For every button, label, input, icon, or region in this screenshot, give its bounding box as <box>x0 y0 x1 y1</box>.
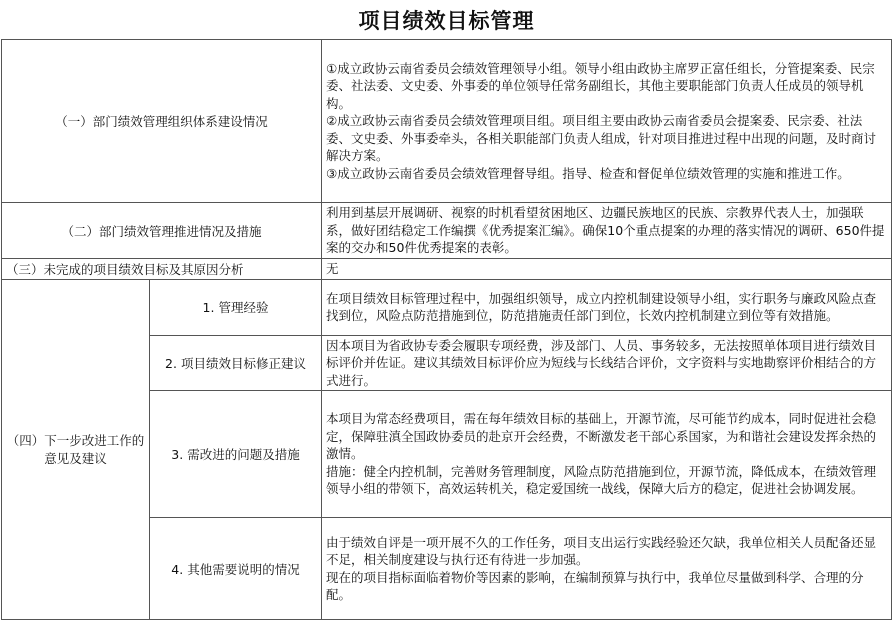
content-paragraph: 现在的项目指标面临着物价等因素的影响，在编制预算与执行中，我单位尽量做到科学、合理的分配。 <box>326 569 864 602</box>
table-row <box>2 279 892 335</box>
row-label: （三）未完成的项目绩效目标及其原因分析 <box>2 259 322 280</box>
content-paragraph: ③成立政协云南省委员会绩效管理督导组。指导、检查和督促单位绩效管理的实施和推进工作。 <box>326 165 850 181</box>
page-title: 项目绩效目标管理 <box>358 7 535 33</box>
item-label: 2. 项目绩效目标修正建议 <box>150 335 322 391</box>
item-label: 4. 其他需要说明的情况 <box>150 518 322 620</box>
row-content <box>322 259 892 280</box>
row-content <box>322 203 892 259</box>
item-label: 3. 需改进的问题及措施 <box>150 391 322 518</box>
content-paragraph: ①成立政协云南省委员会绩效管理领导小组。领导小组由政协主席罗正富任组长，分管提案委、民宗委、社法委、文史委、外事委的单位领导任常务副组长，其他主要职能部门负责人任成员的领导机构。 <box>326 60 875 111</box>
item-content <box>322 335 892 391</box>
performance-table <box>1 39 892 620</box>
content-paragraph: ②成立政协云南省委员会绩效管理项目组。项目组主要由政协云南省委员会提案委、民宗委、社法委、文史委、外事委牵头，各相关职能部门负责人组成，针对项目推进过程中出现的问题，及时商讨解决方案。 <box>326 113 877 164</box>
item-content <box>322 279 892 335</box>
row-content <box>322 40 892 203</box>
content-paragraph: 本项目为常态经费项目，需在每年绩效目标的基础上，开源节流，尽可能节约成本，同时促进社会稳定，保障驻滇全国政协委员的赴京开会经费，不断激发老干部心系国家，为和谐社会建设发挥余热的激情。 <box>326 411 877 462</box>
content-paragraph: 由于绩效自评是一项开展不久的工作任务，项目支出运行实践经验还欠缺，我单位相关人员配备还显不足，相关制度建设与执行还有待进一步加强。 <box>326 534 877 567</box>
table-row <box>2 40 892 203</box>
content-paragraph: 无 <box>326 261 339 276</box>
item-content <box>322 518 892 620</box>
content-paragraph: 利用到基层开展调研、视察的时机看望贫困地区、边疆民族地区的民族、宗教界代表人士，加强联系，做好团结稳定工作编撰《优秀提案汇编》。确保10个重点提案的办理的落实情况的调研、650件提案的交办和50件优秀提案的表彰。 <box>326 205 885 256</box>
section-label: （四）下一步改进工作的意见及建议 <box>2 279 150 620</box>
table-row <box>2 259 892 280</box>
row-label: （一）部门绩效管理组织体系建设情况 <box>2 40 322 203</box>
item-label: 1. 管理经验 <box>150 279 322 335</box>
content-paragraph: 在项目绩效目标管理过程中，加强组织领导，成立内控机制建设领导小组，实行职务与廉政风险点查找到位，风险点防范措施到位，防范措施责任部门到位，长效内控机制建立到位等有效措施。 <box>326 290 877 323</box>
content-paragraph: 因本项目为省政协专委会履职专项经费，涉及部门、人员、事务较多，无法按照单体项目进行绩效目标评价并佐证。建议其绩效目标评价应为短线与长线结合评价，文字资料与实地勘察评价相结合的方式进行。 <box>326 337 877 388</box>
table-row <box>2 203 892 259</box>
item-content <box>322 391 892 518</box>
row-label: （二）部门绩效管理推进情况及措施 <box>2 203 322 259</box>
content-paragraph: 措施：健全内控机制，完善财务管理制度，风险点防范措施到位，开源节流，降低成本，在绩效管理领导小组的带领下，高效运转机关，稳定爱国统一战线，保障大后方的稳定，促进社会协调发展。 <box>326 463 877 497</box>
